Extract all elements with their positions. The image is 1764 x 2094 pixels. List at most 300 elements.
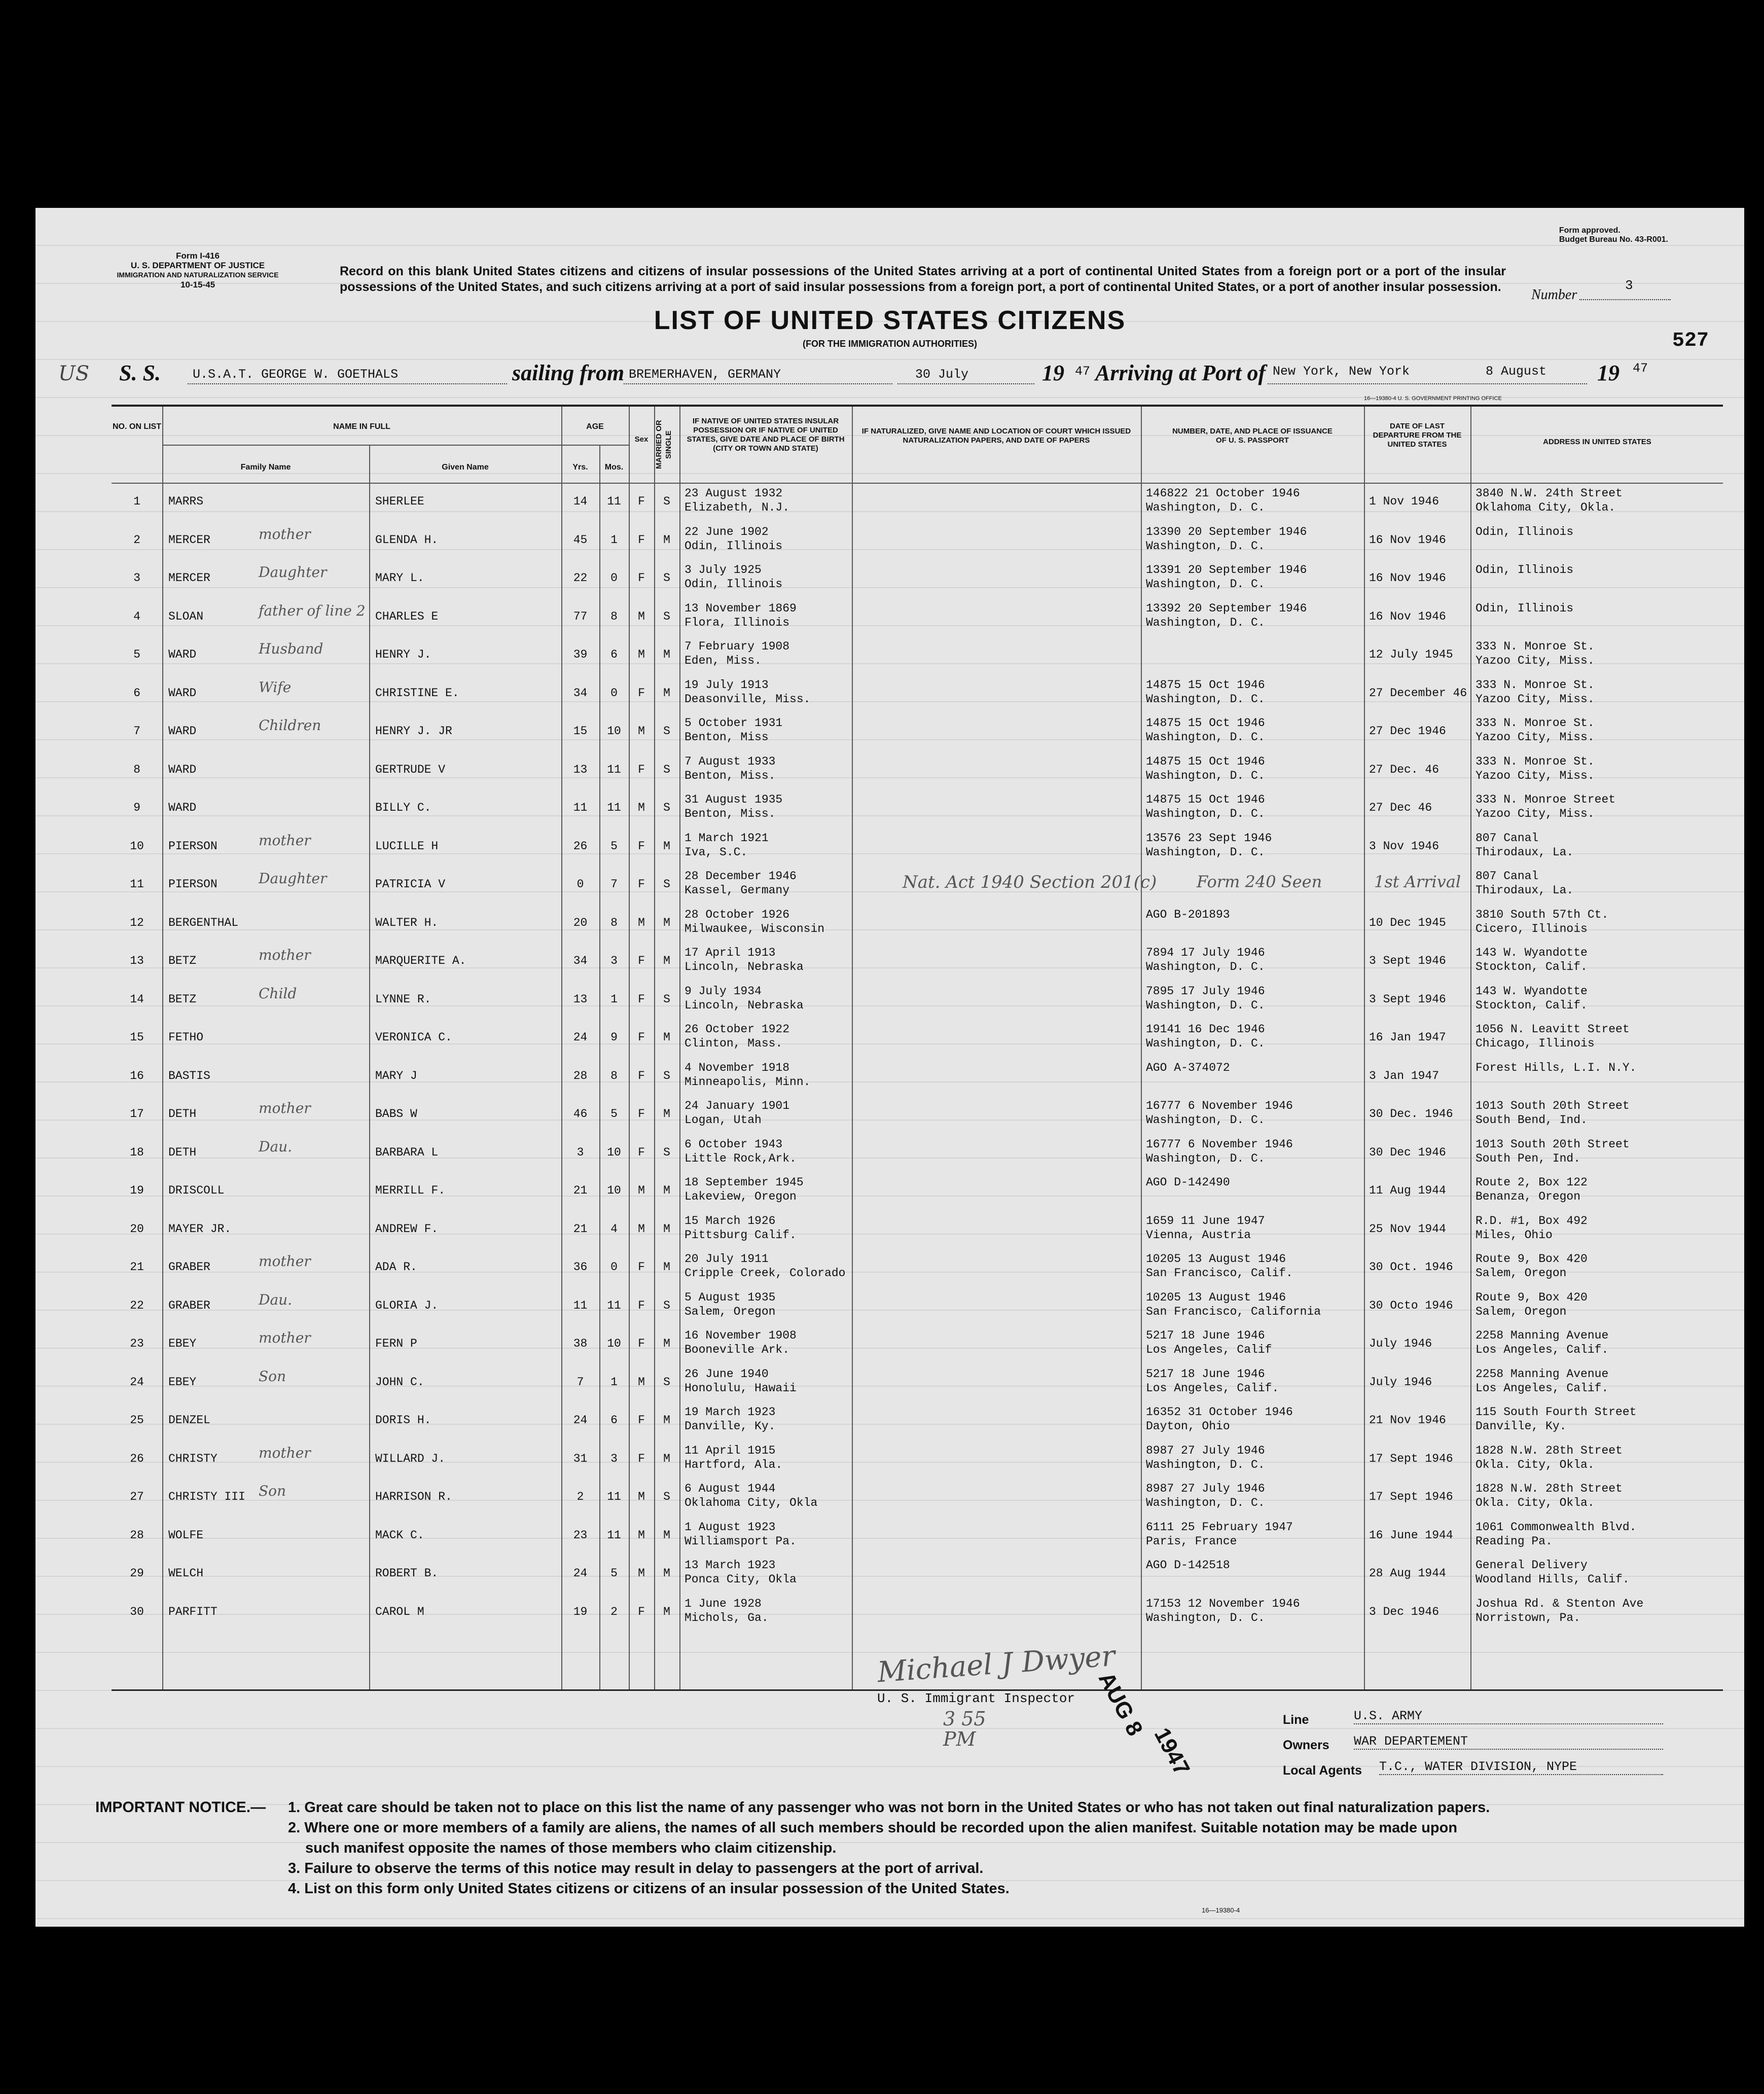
cell-mos: 1	[610, 992, 618, 1006]
cell-note: Dau.	[259, 1291, 293, 1308]
cell-yrs: 15	[573, 725, 588, 738]
cell-sex: F	[638, 839, 645, 853]
table-row	[112, 1251, 1723, 1288]
hdr-mos: Mos.	[604, 463, 624, 472]
cell-note: Dau.	[259, 1138, 293, 1155]
cell-pass1: 14875 15 Oct 1946	[1146, 716, 1265, 730]
cell-addr1: 143 W. Wyandotte	[1475, 984, 1588, 998]
cell-dep: 30 Dec. 1946	[1369, 1107, 1453, 1121]
cell-sex: M	[638, 1184, 645, 1197]
cell-birth2: Flora, Illinois	[685, 616, 790, 629]
cell-given: HENRY J.	[375, 648, 431, 661]
cell-mos: 8	[610, 916, 618, 929]
cell-yrs: 13	[573, 992, 588, 1006]
departure-date-underline	[897, 383, 1034, 384]
cell-birth2: Booneville Ark.	[685, 1343, 790, 1356]
cell-yrs: 46	[573, 1107, 588, 1121]
cell-no: 9	[133, 801, 140, 814]
cell-birth2: Kassel, Germany	[685, 884, 790, 897]
cell-yrs: 38	[573, 1337, 588, 1350]
cell-dep: 16 Nov 1946	[1369, 571, 1446, 585]
cell-ms: M	[663, 1414, 670, 1427]
table-row	[112, 1060, 1723, 1097]
cell-given: WALTER H.	[375, 916, 439, 929]
cell-ms: M	[663, 1605, 670, 1618]
cell-no: 4	[133, 609, 140, 623]
cell-ms: M	[663, 954, 670, 967]
cell-pass1: 7895 17 July 1946	[1146, 984, 1265, 998]
cell-dep: 3 Sept 1946	[1369, 992, 1446, 1006]
cell-pass2: Vienna, Austria	[1146, 1228, 1251, 1242]
cell-pass2: San Francisco, California	[1146, 1305, 1321, 1318]
cell-family: WARD	[168, 801, 197, 814]
cell-yrs: 24	[573, 1414, 588, 1427]
cell-pass2: Washington, D. C.	[1146, 577, 1265, 591]
cell-yrs: 22	[573, 571, 588, 585]
table-row	[112, 1404, 1723, 1441]
cell-ms: S	[663, 878, 670, 891]
hdr-naturalized: IF NATURALIZED, GIVE NAME AND LOCATION OF COURT WHICH ISSUED NATURALIZATION PAPERS, AND DATE OF PAPERS	[861, 427, 1131, 445]
table-row	[112, 485, 1723, 523]
cell-given: LUCILLE H	[375, 839, 439, 853]
cell-addr2: Oklahoma City, Okla.	[1475, 501, 1616, 514]
cell-addr1: General Delivery	[1475, 1559, 1588, 1572]
cell-family: SLOAN	[168, 609, 204, 623]
cell-birth2: Hartford, Ala.	[685, 1458, 783, 1471]
arrival-date: 8 August	[1486, 364, 1547, 379]
cell-addr1: 1056 N. Leavitt Street	[1475, 1023, 1630, 1036]
cell-birth1: 5 August 1935	[685, 1290, 776, 1304]
number-underline	[1579, 299, 1671, 300]
cell-pass2: Washington, D. C.	[1146, 616, 1265, 629]
cell-sex: F	[638, 954, 645, 967]
form-identifier	[96, 251, 299, 290]
cell-birth2: Benton, Miss.	[685, 807, 776, 820]
cell-mos: 0	[610, 686, 618, 700]
hdr-given-name: Given Name	[442, 463, 489, 472]
cell-given: HARRISON R.	[375, 1490, 452, 1503]
arrival-stamp-year: 1947	[1149, 1724, 1195, 1780]
cell-addr1: Odin, Illinois	[1475, 525, 1574, 538]
cell-no: 2	[133, 533, 140, 547]
line-label: Line	[1283, 1713, 1309, 1727]
cell-birth1: 1 March 1921	[685, 831, 769, 845]
cell-no: 22	[130, 1298, 144, 1312]
cell-birth2: Odin, Illinois	[685, 539, 783, 553]
cell-birth1: 9 July 1934	[685, 984, 762, 998]
cell-given: ANDREW F.	[375, 1222, 439, 1236]
cell-mos: 8	[610, 609, 618, 623]
table-row	[112, 791, 1723, 829]
cell-dep: 16 Nov 1946	[1369, 533, 1446, 547]
cell-addr1: R.D. #1, Box 492	[1475, 1214, 1588, 1227]
cell-no: 29	[130, 1567, 144, 1580]
cell-pass2: Washington, D. C.	[1146, 769, 1265, 782]
ship-underline	[188, 383, 507, 384]
table-row	[112, 830, 1723, 868]
cell-ms: M	[663, 1184, 670, 1197]
cell-pass1: 6111 25 February 1947	[1146, 1520, 1293, 1534]
ss-label: S. S.	[119, 360, 161, 385]
cell-addr1: 1013 South 20th Street	[1475, 1099, 1630, 1112]
cell-addr1: Route 2, Box 122	[1475, 1176, 1588, 1189]
cell-mos: 6	[610, 1414, 618, 1427]
cell-addr2: Salem, Oregon	[1475, 1305, 1567, 1318]
cell-note: Children	[259, 717, 321, 734]
cell-no: 20	[130, 1222, 144, 1236]
cell-yrs: 36	[573, 1260, 588, 1274]
hdr-departure: DATE OF LAST DEPARTURE FROM THE UNITED STATES	[1373, 422, 1462, 449]
cell-sex: M	[638, 1490, 645, 1503]
cell-yrs: 31	[573, 1452, 588, 1465]
hdr-passport: NUMBER, DATE, AND PLACE OF ISSUANCE OF U. S. PASSPORT	[1172, 427, 1333, 445]
cell-given: VERONICA C.	[375, 1031, 452, 1044]
cell-addr2: Danville, Ky.	[1475, 1420, 1567, 1433]
cell-mos: 11	[607, 1528, 621, 1542]
line-value: U.S. ARMY	[1354, 1709, 1663, 1724]
table-row	[112, 1174, 1723, 1212]
cell-given: ADA R.	[375, 1260, 417, 1274]
cell-birth1: 28 October 1926	[685, 908, 790, 921]
cell-addr1: 1828 N.W. 28th Street	[1475, 1482, 1623, 1495]
list-number: 3	[1625, 278, 1633, 293]
cell-given: WILLARD J.	[375, 1452, 446, 1465]
cell-birth1: 4 November 1918	[685, 1061, 790, 1074]
cell-birth2: Williamsport Pa.	[685, 1534, 797, 1548]
cell-birth1: 1 August 1923	[685, 1520, 776, 1534]
cell-mos: 5	[610, 1107, 618, 1121]
arriving-label: Arriving at Port of	[1095, 360, 1266, 385]
cell-ms: S	[663, 1298, 670, 1312]
cell-mos: 11	[607, 495, 621, 508]
cell-family: MARRS	[168, 495, 204, 508]
cell-family: FETHO	[168, 1031, 204, 1044]
cell-yrs: 77	[573, 609, 588, 623]
inspector-title: U. S. Immigrant Inspector	[877, 1691, 1075, 1706]
voyage-line	[35, 360, 1744, 390]
cell-sex: F	[638, 1031, 645, 1044]
cell-dep: 30 Dec 1946	[1369, 1145, 1446, 1159]
cell-birth2: Minneapolis, Minn.	[685, 1075, 811, 1089]
cell-pass1: 14875 15 Oct 1946	[1146, 678, 1265, 692]
cell-note: Son	[259, 1483, 286, 1499]
cell-family: EBEY	[168, 1337, 197, 1350]
table-row	[112, 1021, 1723, 1059]
budget-bureau-line: Budget Bureau No. 43-R001.	[1559, 235, 1668, 244]
cell-birth2: Honolulu, Hawaii	[685, 1381, 797, 1395]
cell-given: MERRILL F.	[375, 1184, 446, 1197]
cell-pass1: 146822 21 October 1946	[1146, 487, 1300, 500]
cell-addr2: South Bend, Ind.	[1475, 1113, 1588, 1127]
departure-year: 47	[1075, 364, 1091, 379]
cell-pass2: Washington, D. C.	[1146, 692, 1265, 706]
cell-dep: 3 Dec 1946	[1369, 1605, 1439, 1618]
cell-dep: 12 July 1945	[1369, 648, 1453, 661]
cell-given: PATRICIA V	[375, 878, 446, 891]
cell-dep: 3 Jan 1947	[1369, 1069, 1439, 1082]
cell-dep: 30 Oct. 1946	[1369, 1260, 1453, 1274]
cell-sex: F	[638, 495, 645, 508]
hdr-no: NO. ON LIST	[113, 422, 161, 431]
cell-family: BASTIS	[168, 1069, 210, 1082]
table-row	[112, 1136, 1723, 1174]
cell-mos: 11	[607, 1490, 621, 1503]
cell-no: 25	[130, 1414, 144, 1427]
table-row	[112, 1442, 1723, 1480]
cell-addr1: Odin, Illinois	[1475, 601, 1574, 615]
cell-birth1: 17 April 1913	[685, 946, 776, 959]
cell-mos: 11	[607, 763, 621, 776]
cell-family: WOLFE	[168, 1528, 204, 1542]
ship-name: U.S.A.T. GEORGE W. GOETHALS	[193, 367, 399, 382]
cell-sex: F	[638, 1452, 645, 1465]
department: U. S. DEPARTMENT OF JUSTICE	[130, 261, 265, 270]
cell-addr2: Salem, Oregon	[1475, 1267, 1567, 1280]
cell-pass1: 16777 6 November 1946	[1146, 1137, 1293, 1151]
ss-prefix: US	[58, 362, 90, 385]
cell-given: CHRISTINE E.	[375, 686, 459, 700]
cell-yrs: 19	[573, 1605, 588, 1618]
cell-given: LYNNE R.	[375, 992, 431, 1006]
cell-addr2: Cicero, Illinois	[1475, 922, 1588, 935]
cell-no: 18	[130, 1145, 144, 1159]
cell-ms: S	[663, 571, 670, 585]
cell-sex: F	[638, 1260, 645, 1274]
cell-pass1: 7894 17 July 1946	[1146, 946, 1265, 959]
cell-addr1: 333 N. Monroe St.	[1475, 716, 1595, 730]
cell-birth2: Benton, Miss	[685, 731, 769, 744]
cell-no: 23	[130, 1337, 144, 1350]
inspector-signature: Michael J Dwyer	[876, 1639, 1117, 1689]
cell-birth1: 3 July 1925	[685, 563, 762, 576]
cell-addr2: Yazoo City, Miss.	[1475, 807, 1595, 820]
cell-ms: M	[663, 1260, 670, 1274]
table-row	[112, 1519, 1723, 1557]
cell-birth2: Danville, Ky.	[685, 1420, 776, 1433]
cell-addr2: Thirodaux, La.	[1475, 845, 1574, 859]
table-row	[112, 753, 1723, 791]
cell-birth2: Salem, Oregon	[685, 1305, 776, 1318]
cell-birth2: Eden, Miss.	[685, 654, 762, 667]
cell-pass1: AGO D-142518	[1146, 1559, 1230, 1572]
table-row	[112, 1289, 1723, 1327]
cell-birth2: Lincoln, Nebraska	[685, 960, 804, 973]
cell-birth2: Odin, Illinois	[685, 577, 783, 591]
sailing-from: BREMERHAVEN, GERMANY	[629, 367, 781, 382]
cell-dep: 27 Dec. 46	[1369, 763, 1439, 776]
cell-sex: M	[638, 648, 645, 661]
cell-birth2: Benton, Miss.	[685, 769, 776, 782]
cell-birth1: 18 September 1945	[685, 1176, 804, 1189]
cell-family: WARD	[168, 686, 197, 700]
agents-label: Local Agents	[1283, 1763, 1362, 1778]
cell-birth1: 26 June 1940	[685, 1367, 769, 1381]
table-row	[112, 983, 1723, 1021]
page-number: 527	[1672, 330, 1709, 352]
cell-addr1: 1061 Commonwealth Blvd.	[1475, 1520, 1637, 1534]
cell-family: DETH	[168, 1107, 197, 1121]
cell-yrs: 26	[573, 839, 588, 853]
cell-sex: F	[638, 992, 645, 1006]
cell-addr2: Los Angeles, Calif.	[1475, 1381, 1609, 1395]
cell-yrs: 24	[573, 1567, 588, 1580]
cell-ms: M	[663, 1031, 670, 1044]
arrival-year: 47	[1633, 361, 1648, 376]
cell-ms: S	[663, 801, 670, 814]
cell-note: Child	[259, 985, 297, 1002]
cell-no: 3	[133, 571, 140, 585]
cell-addr2: Miles, Ohio	[1475, 1228, 1553, 1242]
cell-birth2: Lincoln, Nebraska	[685, 998, 804, 1012]
cell-no: 16	[130, 1069, 144, 1082]
cell-ms: M	[663, 1528, 670, 1542]
table-row	[112, 1213, 1723, 1250]
cell-pass1: 19141 16 Dec 1946	[1146, 1023, 1265, 1036]
notice-item-2: 2. Where one or more members of a family are aliens, the names of all such members should be recorded upon the alien manifest. Suitable notation may be made upon	[288, 1820, 1458, 1836]
form-seen-note: Form 240 Seen	[1197, 872, 1322, 891]
cell-yrs: 7	[577, 1375, 584, 1389]
cell-addr2: Yazoo City, Miss.	[1475, 769, 1595, 782]
cell-addr1: 143 W. Wyandotte	[1475, 946, 1588, 959]
cell-dep: 17 Sept 1946	[1369, 1490, 1453, 1503]
cell-mos: 0	[610, 571, 618, 585]
cell-addr2: Yazoo City, Miss.	[1475, 654, 1595, 667]
cell-addr2: Stockton, Calif.	[1475, 960, 1588, 973]
cell-note: mother	[259, 1100, 311, 1116]
cell-family: BETZ	[168, 992, 197, 1006]
cell-sex: M	[638, 1567, 645, 1580]
sailing-underline	[624, 383, 892, 384]
cell-no: 5	[133, 648, 140, 661]
cell-pass1: 13392 20 September 1946	[1146, 601, 1307, 615]
cell-addr1: Joshua Rd. & Stenton Ave	[1475, 1597, 1644, 1610]
cell-family: DENZEL	[168, 1414, 210, 1427]
hdr-name-in-full: NAME IN FULL	[333, 422, 390, 431]
cell-family: CHRISTY	[168, 1452, 218, 1465]
cell-pass1: 16352 31 October 1946	[1146, 1405, 1293, 1419]
cell-dep: 10 Dec 1945	[1369, 916, 1446, 929]
cell-note: mother	[259, 832, 311, 849]
cell-given: CHARLES E	[375, 609, 439, 623]
cell-birth2: Deasonville, Miss.	[685, 692, 811, 706]
cell-birth2: Pittsburg Calif.	[685, 1228, 797, 1242]
table-row	[112, 677, 1723, 714]
cell-ms: M	[663, 1452, 670, 1465]
cell-ms: S	[663, 725, 670, 738]
hdr-married-single: MARRIED OR SINGLE	[655, 420, 673, 470]
cell-addr1: 333 N. Monroe St.	[1475, 754, 1595, 768]
hdr-family-name: Family Name	[240, 463, 291, 472]
cell-given: SHERLEE	[375, 495, 424, 508]
cell-note: father of line 2	[259, 602, 366, 619]
cell-family: PARFITT	[168, 1605, 218, 1618]
cell-given: GLORIA J.	[375, 1298, 439, 1312]
cell-sex: M	[638, 609, 645, 623]
cell-given: MARY J	[375, 1069, 417, 1082]
cell-mos: 1	[610, 533, 618, 547]
cell-pass1: 1659 11 June 1947	[1146, 1214, 1265, 1227]
manifest-sheet	[35, 208, 1744, 1927]
cell-family: BETZ	[168, 954, 197, 967]
cell-birth1: 31 August 1935	[685, 793, 783, 806]
header-divider	[162, 445, 629, 446]
cell-sex: F	[638, 1414, 645, 1427]
cell-birth2: Michols, Ga.	[685, 1611, 769, 1624]
cell-birth1: 7 August 1933	[685, 754, 776, 768]
cell-birth1: 22 June 1902	[685, 525, 769, 538]
cell-pass2: Washington, D. C.	[1146, 845, 1265, 859]
cell-pass2: Los Angeles, Calif.	[1146, 1381, 1279, 1395]
cell-addr1: 3840 N.W. 24th Street	[1475, 487, 1623, 500]
cell-yrs: 0	[577, 878, 584, 891]
cell-pass2: Washington, D. C.	[1146, 539, 1265, 553]
passenger-table	[112, 405, 1723, 1691]
cell-yrs: 34	[573, 686, 588, 700]
cell-addr1: Odin, Illinois	[1475, 563, 1574, 576]
cell-family: PIERSON	[168, 839, 218, 853]
cell-birth2: Iva, S.C.	[685, 845, 748, 859]
cell-mos: 9	[610, 1031, 618, 1044]
cell-no: 19	[130, 1184, 144, 1197]
cell-addr2: Okla. City, Okla.	[1475, 1458, 1595, 1471]
cell-pass2: Washington, D. C.	[1146, 1151, 1265, 1165]
cell-sex: F	[638, 763, 645, 776]
cell-given: BARBARA L	[375, 1145, 439, 1159]
cell-no: 10	[130, 839, 144, 853]
cell-addr1: 333 N. Monroe St.	[1475, 640, 1595, 653]
cell-sex: F	[638, 1337, 645, 1350]
departure-date: 30 July	[915, 367, 969, 382]
cell-family: MAYER JR.	[168, 1222, 232, 1236]
cell-sex: M	[638, 1222, 645, 1236]
cell-ms: M	[663, 1337, 670, 1350]
cell-sex: F	[638, 878, 645, 891]
cell-family: MERCER	[168, 571, 210, 585]
table-row	[112, 1557, 1723, 1595]
cell-addr1: 115 South Fourth Street	[1475, 1405, 1637, 1419]
table-row	[112, 907, 1723, 944]
cell-mos: 11	[607, 801, 621, 814]
cell-no: 14	[130, 992, 144, 1006]
cell-addr2: Benanza, Oregon	[1475, 1190, 1581, 1203]
cell-no: 21	[130, 1260, 144, 1274]
sailing-from-label: sailing from	[512, 360, 625, 385]
cell-addr1: 2258 Manning Avenue	[1475, 1329, 1609, 1342]
cell-addr2: Chicago, Illinois	[1475, 1037, 1595, 1050]
cell-dep: July 1946	[1369, 1337, 1432, 1350]
cell-addr2: Okla. City, Okla.	[1475, 1496, 1595, 1509]
form-date-code: 10-15-45	[180, 280, 215, 290]
cell-addr1: 333 N. Monroe St.	[1475, 678, 1595, 692]
cell-birth1: 19 July 1913	[685, 678, 769, 692]
cell-addr2: Los Angeles, Calif.	[1475, 1343, 1609, 1356]
notice-item-2-cont: such manifest opposite the names of those members who claim citizenship.	[305, 1840, 837, 1856]
cell-birth2: Elizabeth, N.J.	[685, 501, 790, 514]
cell-addr1: 1828 N.W. 28th Street	[1475, 1443, 1623, 1457]
notice-item-3: 3. Failure to observe the terms of this notice may result in delay to passengers at the port of arrival.	[288, 1860, 984, 1876]
cell-pass1: AGO D-142490	[1146, 1176, 1230, 1189]
cell-ms: S	[663, 763, 670, 776]
cell-dep: 16 Nov 1946	[1369, 609, 1446, 623]
bottom-print-code: 16—19380-4	[1202, 1906, 1240, 1914]
form-number: Form I-416	[176, 251, 220, 261]
cell-yrs: 21	[573, 1222, 588, 1236]
cell-dep: 21 Nov 1946	[1369, 1414, 1446, 1427]
cell-given: MACK C.	[375, 1528, 424, 1542]
hdr-yrs: Yrs.	[572, 463, 588, 472]
cell-birth1: 13 November 1869	[685, 601, 797, 615]
cell-yrs: 3	[577, 1145, 584, 1159]
